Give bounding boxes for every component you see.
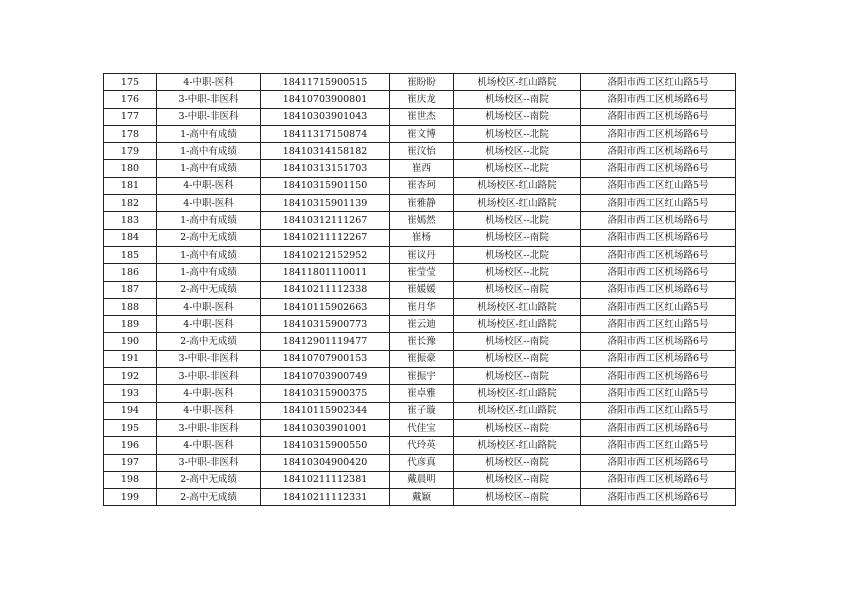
student-name-cell: 崔杨 (390, 229, 454, 246)
exam-id-cell: 18410315900550 (261, 437, 390, 454)
exam-id-cell: 18412901119477 (261, 333, 390, 350)
campus-cell: 机场校区--南院 (454, 471, 581, 488)
table-row (104, 177, 736, 194)
category-cell: 1-高中有成绩 (157, 264, 261, 281)
exam-id-cell: 18410211112267 (261, 229, 390, 246)
category-cell: 2-高中无成绩 (157, 281, 261, 298)
student-name-cell: 崔文博 (390, 125, 454, 142)
table-row (104, 368, 736, 385)
exam-id-cell: 18411317150874 (261, 125, 390, 142)
campus-cell: 机场校区--南院 (454, 350, 581, 367)
row-number-cell: 182 (104, 195, 157, 212)
row-number-cell: 185 (104, 246, 157, 263)
category-cell: 4-中职-医科 (157, 385, 261, 402)
category-cell: 4-中职-医科 (157, 316, 261, 333)
campus-cell: 机场校区--北院 (454, 212, 581, 229)
category-cell: 4-中职-医科 (157, 437, 261, 454)
address-cell: 洛阳市西工区机场路6号 (581, 419, 736, 436)
category-cell: 3-中职-非医科 (157, 91, 261, 108)
category-cell: 4-中职-医科 (157, 402, 261, 419)
row-number-cell: 195 (104, 419, 157, 436)
student-name-cell: 崔月华 (390, 298, 454, 315)
exam-id-cell: 18410315900773 (261, 316, 390, 333)
table-row (104, 246, 736, 263)
campus-cell: 机场校区--南院 (454, 368, 581, 385)
row-number-cell: 181 (104, 177, 157, 194)
row-number-cell: 190 (104, 333, 157, 350)
campus-cell: 机场校区--南院 (454, 91, 581, 108)
address-cell: 洛阳市西工区红山路5号 (581, 437, 736, 454)
table-row (104, 489, 736, 506)
table-row (104, 74, 736, 91)
category-cell: 2-高中无成绩 (157, 229, 261, 246)
exam-id-cell: 18411801110011 (261, 264, 390, 281)
student-name-cell: 戴颖 (390, 489, 454, 506)
table-row (104, 333, 736, 350)
address-cell: 洛阳市西工区机场路6号 (581, 281, 736, 298)
category-cell: 3-中职-非医科 (157, 368, 261, 385)
address-cell: 洛阳市西工区机场路6号 (581, 264, 736, 281)
address-cell: 洛阳市西工区机场路6号 (581, 471, 736, 488)
address-cell: 洛阳市西工区红山路5号 (581, 298, 736, 315)
address-cell: 洛阳市西工区机场路6号 (581, 350, 736, 367)
exam-id-cell: 18410315900375 (261, 385, 390, 402)
exam-id-cell: 18410303901043 (261, 108, 390, 125)
student-roster-table (103, 73, 736, 506)
exam-id-cell: 18410211112331 (261, 489, 390, 506)
row-number-cell: 184 (104, 229, 157, 246)
row-number-cell: 189 (104, 316, 157, 333)
exam-id-cell: 18410115902663 (261, 298, 390, 315)
student-name-cell: 崔嫣然 (390, 212, 454, 229)
category-cell: 2-高中无成绩 (157, 471, 261, 488)
student-name-cell: 崔议丹 (390, 246, 454, 263)
row-number-cell: 176 (104, 91, 157, 108)
address-cell: 洛阳市西工区机场路6号 (581, 454, 736, 471)
table-row (104, 419, 736, 436)
row-number-cell: 194 (104, 402, 157, 419)
category-cell: 3-中职-非医科 (157, 108, 261, 125)
roster-body (104, 74, 736, 506)
exam-id-cell: 18410312111267 (261, 212, 390, 229)
campus-cell: 机场校区-红山路院 (454, 385, 581, 402)
student-name-cell: 崔莹莹 (390, 264, 454, 281)
campus-cell: 机场校区--南院 (454, 108, 581, 125)
campus-cell: 机场校区--南院 (454, 333, 581, 350)
category-cell: 1-高中有成绩 (157, 246, 261, 263)
table-row (104, 437, 736, 454)
campus-cell: 机场校区--南院 (454, 489, 581, 506)
exam-id-cell: 18411715900515 (261, 74, 390, 91)
address-cell: 洛阳市西工区机场路6号 (581, 229, 736, 246)
student-name-cell: 崔盼盼 (390, 74, 454, 91)
campus-cell: 机场校区--南院 (454, 229, 581, 246)
table-row (104, 316, 736, 333)
exam-id-cell: 18410315901150 (261, 177, 390, 194)
campus-cell: 机场校区--北院 (454, 264, 581, 281)
campus-cell: 机场校区-红山路院 (454, 402, 581, 419)
address-cell: 洛阳市西工区机场路6号 (581, 125, 736, 142)
campus-cell: 机场校区-红山路院 (454, 195, 581, 212)
table-row (104, 108, 736, 125)
row-number-cell: 193 (104, 385, 157, 402)
student-name-cell: 崔子璇 (390, 402, 454, 419)
student-name-cell: 崔媛媛 (390, 281, 454, 298)
row-number-cell: 178 (104, 125, 157, 142)
row-number-cell: 188 (104, 298, 157, 315)
campus-cell: 机场校区-红山路院 (454, 437, 581, 454)
address-cell: 洛阳市西工区机场路6号 (581, 212, 736, 229)
student-name-cell: 代彦真 (390, 454, 454, 471)
campus-cell: 机场校区-红山路院 (454, 298, 581, 315)
category-cell: 1-高中有成绩 (157, 160, 261, 177)
category-cell: 2-高中无成绩 (157, 489, 261, 506)
row-number-cell: 186 (104, 264, 157, 281)
exam-id-cell: 18410304900420 (261, 454, 390, 471)
exam-id-cell: 18410707900153 (261, 350, 390, 367)
student-name-cell: 崔振豪 (390, 350, 454, 367)
table-row (104, 125, 736, 142)
address-cell: 洛阳市西工区机场路6号 (581, 108, 736, 125)
row-number-cell: 192 (104, 368, 157, 385)
student-name-cell: 戴晨明 (390, 471, 454, 488)
exam-id-cell: 18410315901139 (261, 195, 390, 212)
campus-cell: 机场校区-红山路院 (454, 74, 581, 91)
exam-id-cell: 18410314158182 (261, 143, 390, 160)
exam-id-cell: 18410703900801 (261, 91, 390, 108)
table-row (104, 212, 736, 229)
address-cell: 洛阳市西工区机场路6号 (581, 368, 736, 385)
exam-id-cell: 18410211112381 (261, 471, 390, 488)
table-row (104, 143, 736, 160)
campus-cell: 机场校区--南院 (454, 454, 581, 471)
table-row (104, 454, 736, 471)
student-name-cell: 崔西 (390, 160, 454, 177)
campus-cell: 机场校区--北院 (454, 246, 581, 263)
table-row (104, 281, 736, 298)
category-cell: 4-中职-医科 (157, 195, 261, 212)
row-number-cell: 196 (104, 437, 157, 454)
address-cell: 洛阳市西工区机场路6号 (581, 143, 736, 160)
address-cell: 洛阳市西工区红山路5号 (581, 177, 736, 194)
exam-id-cell: 18410212152952 (261, 246, 390, 263)
student-name-cell: 崔卓雅 (390, 385, 454, 402)
row-number-cell: 199 (104, 489, 157, 506)
table-row (104, 298, 736, 315)
exam-id-cell: 18410703900749 (261, 368, 390, 385)
address-cell: 洛阳市西工区红山路5号 (581, 195, 736, 212)
campus-cell: 机场校区--南院 (454, 419, 581, 436)
category-cell: 3-中职-非医科 (157, 454, 261, 471)
address-cell: 洛阳市西工区红山路5号 (581, 316, 736, 333)
row-number-cell: 180 (104, 160, 157, 177)
row-number-cell: 198 (104, 471, 157, 488)
exam-id-cell: 18410303901001 (261, 419, 390, 436)
student-name-cell: 崔云迪 (390, 316, 454, 333)
table-row (104, 195, 736, 212)
address-cell: 洛阳市西工区机场路6号 (581, 246, 736, 263)
category-cell: 4-中职-医科 (157, 298, 261, 315)
category-cell: 4-中职-医科 (157, 177, 261, 194)
category-cell: 2-高中无成绩 (157, 333, 261, 350)
row-number-cell: 177 (104, 108, 157, 125)
address-cell: 洛阳市西工区红山路5号 (581, 74, 736, 91)
student-name-cell: 代佳宝 (390, 419, 454, 436)
table-row (104, 160, 736, 177)
address-cell: 洛阳市西工区红山路5号 (581, 385, 736, 402)
row-number-cell: 183 (104, 212, 157, 229)
student-name-cell: 崔杏珂 (390, 177, 454, 194)
category-cell: 1-高中有成绩 (157, 143, 261, 160)
student-name-cell: 崔振宇 (390, 368, 454, 385)
address-cell: 洛阳市西工区机场路6号 (581, 91, 736, 108)
campus-cell: 机场校区--南院 (454, 281, 581, 298)
student-name-cell: 崔汶怡 (390, 143, 454, 160)
campus-cell: 机场校区-红山路院 (454, 177, 581, 194)
table-row (104, 229, 736, 246)
row-number-cell: 187 (104, 281, 157, 298)
category-cell: 1-高中有成绩 (157, 212, 261, 229)
table-row (104, 350, 736, 367)
category-cell: 3-中职-非医科 (157, 350, 261, 367)
table-row (104, 471, 736, 488)
row-number-cell: 175 (104, 74, 157, 91)
table-row (104, 385, 736, 402)
exam-id-cell: 18410313151703 (261, 160, 390, 177)
campus-cell: 机场校区-红山路院 (454, 316, 581, 333)
table-row (104, 264, 736, 281)
student-name-cell: 崔世杰 (390, 108, 454, 125)
exam-id-cell: 18410211112338 (261, 281, 390, 298)
table-row (104, 402, 736, 419)
address-cell: 洛阳市西工区机场路6号 (581, 333, 736, 350)
row-number-cell: 197 (104, 454, 157, 471)
address-cell: 洛阳市西工区机场路6号 (581, 160, 736, 177)
category-cell: 4-中职-医科 (157, 74, 261, 91)
row-number-cell: 179 (104, 143, 157, 160)
row-number-cell: 191 (104, 350, 157, 367)
student-name-cell: 崔庆龙 (390, 91, 454, 108)
table-row (104, 91, 736, 108)
exam-id-cell: 18410115902344 (261, 402, 390, 419)
campus-cell: 机场校区--北院 (454, 125, 581, 142)
campus-cell: 机场校区--北院 (454, 143, 581, 160)
student-name-cell: 代玲英 (390, 437, 454, 454)
campus-cell: 机场校区--北院 (454, 160, 581, 177)
address-cell: 洛阳市西工区机场路6号 (581, 489, 736, 506)
category-cell: 3-中职-非医科 (157, 419, 261, 436)
address-cell: 洛阳市西工区红山路5号 (581, 402, 736, 419)
student-name-cell: 崔长豫 (390, 333, 454, 350)
category-cell: 1-高中有成绩 (157, 125, 261, 142)
student-name-cell: 崔雅静 (390, 195, 454, 212)
